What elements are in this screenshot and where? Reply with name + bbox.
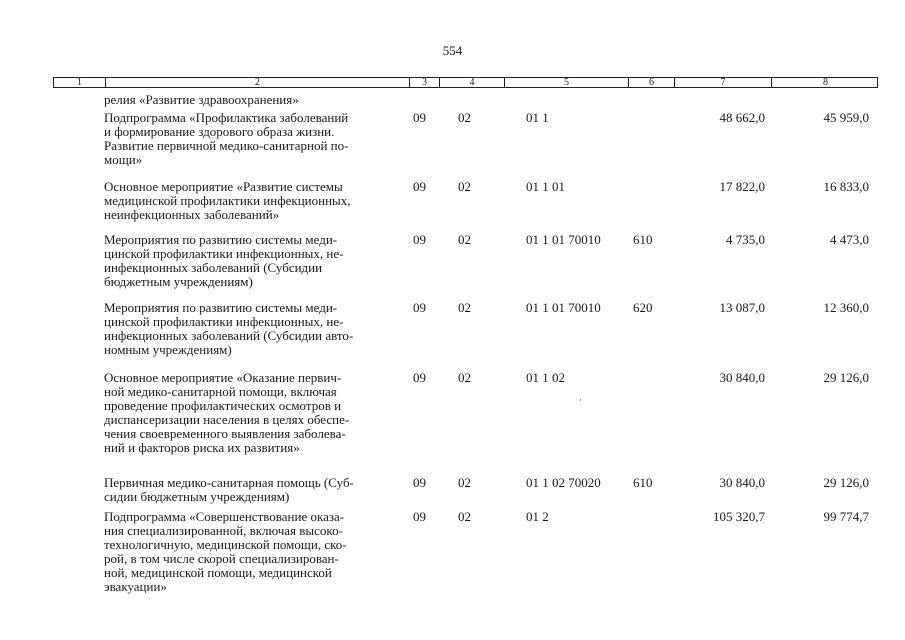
cell-amount-2: 12 360,0 [823, 300, 869, 315]
header-col-8: 8 [771, 77, 879, 88]
header-col-4: 4 [439, 77, 504, 88]
scan-speck: · [579, 395, 582, 405]
cell-section: 09 [413, 110, 426, 125]
cell-section: 09 [413, 509, 426, 524]
cell-section: 09 [413, 370, 426, 385]
cell-subsection: 02 [458, 110, 471, 125]
row-name-line: Развитие первичной медико-санитарной по- [104, 138, 349, 153]
row-name-line: Основное мероприятие «Оказание первич- [104, 370, 342, 385]
cell-amount-1: 13 087,0 [719, 300, 765, 315]
header-col-1: 1 [77, 77, 82, 88]
row-name [104, 510, 404, 594]
row-name-line: Основное мероприятие «Развитие системы [104, 179, 343, 194]
cell-subsection: 02 [458, 179, 471, 194]
cell-section: 09 [413, 179, 426, 194]
cell-amount-2: 45 959,0 [823, 110, 869, 125]
cell-target-code: 01 1 01 70010 [526, 232, 601, 247]
cell-amount-2: 16 833,0 [823, 179, 869, 194]
row-name [104, 371, 404, 455]
row-name-line: Мероприятия по развитию системы меди- [104, 300, 338, 315]
row-name-line: сидии бюджетным учреждениям) [104, 489, 290, 504]
cell-amount-2: 99 774,7 [823, 509, 869, 524]
cell-subsection: 02 [458, 475, 471, 490]
row-name-line: мощи» [104, 152, 143, 167]
cell-subsection: 02 [458, 370, 471, 385]
cell-target-code: 01 1 [526, 110, 549, 125]
cell-amount-1: 30 840,0 [719, 370, 765, 385]
row-name [104, 180, 404, 222]
row-name-line: ной медико-санитарной помощи, включая [104, 384, 337, 399]
row-name-line: релия «Развитие здравоохранения» [104, 92, 299, 107]
header-col-6: 6 [628, 77, 674, 88]
row-name-line: проведение профилактических осмотров и [104, 398, 342, 413]
cell-subsection: 02 [458, 509, 471, 524]
header-col-2: 2 [105, 77, 409, 88]
cell-expense-type: 610 [633, 475, 653, 490]
cell-target-code: 01 1 02 [526, 370, 565, 385]
row-name-line: рой, в том числе скорой специализирован- [104, 551, 339, 566]
cell-amount-1: 4 735,0 [726, 232, 765, 247]
cell-amount-1: 17 822,0 [719, 179, 765, 194]
row-name-line: диспансеризации населения в целях обеспе- [104, 412, 350, 427]
row-name-line: номным учреждениям) [104, 342, 232, 357]
row-name [104, 233, 404, 289]
row-name-line: и формирование здорового образа жизни. [104, 124, 335, 139]
cell-expense-type: 610 [633, 232, 653, 247]
cell-target-code: 01 1 02 70020 [526, 475, 601, 490]
cell-amount-1: 30 840,0 [719, 475, 765, 490]
row-name-line: ной, медицинской помощи, медицинской [104, 565, 332, 580]
row-name [104, 111, 404, 167]
cell-subsection: 02 [458, 232, 471, 247]
cell-target-code: 01 2 [526, 509, 549, 524]
header-col-3: 3 [409, 77, 439, 88]
row-name-line: медицинской профилактики инфекционных, [104, 193, 351, 208]
row-name-line: технологичную, медицинской помощи, ско- [104, 537, 347, 552]
cell-amount-2: 4 473,0 [830, 232, 869, 247]
row-name [104, 301, 404, 357]
cell-amount-1: 48 662,0 [719, 110, 765, 125]
cell-subsection: 02 [458, 300, 471, 315]
row-name-line: Первичная медико-санитарная помощь (Суб- [104, 475, 354, 490]
row-name-line: Подпрограмма «Совершенствование оказа- [104, 509, 345, 524]
row-name-line: Мероприятия по развитию системы меди- [104, 232, 338, 247]
row-name [104, 93, 404, 107]
cell-section: 09 [413, 475, 426, 490]
cell-expense-type: 620 [633, 300, 653, 315]
row-name [104, 476, 404, 504]
cell-target-code: 01 1 01 70010 [526, 300, 601, 315]
row-name-line: ния специализированной, включая высоко- [104, 523, 343, 538]
row-name-line: неинфекционных заболеваний» [104, 207, 280, 222]
row-name-line: чения своевременного выявления заболева- [104, 426, 346, 441]
header-col-7: 7 [674, 77, 771, 88]
cell-amount-2: 29 126,0 [823, 370, 869, 385]
row-name-line: бюджетным учреждениям) [104, 274, 253, 289]
header-col-5: 5 [504, 77, 628, 88]
cell-amount-2: 29 126,0 [823, 475, 869, 490]
page-number: 554 [442, 43, 463, 58]
cell-target-code: 01 1 01 [526, 179, 565, 194]
row-name-line: ний и факторов риска их развития» [104, 440, 300, 455]
row-name-line: Подпрограмма «Профилактика заболеваний [104, 110, 349, 125]
row-name-line: инфекционных заболеваний (Субсидии [104, 260, 323, 275]
row-name-line: эвакуации» [104, 579, 167, 594]
row-name-line: инфекционных заболеваний (Субсидии авто- [104, 328, 354, 343]
cell-section: 09 [413, 300, 426, 315]
row-name-line: цинской профилактики инфекционных, не- [104, 314, 344, 329]
cell-section: 09 [413, 232, 426, 247]
row-name-line: цинской профилактики инфекционных, не- [104, 246, 344, 261]
cell-amount-1: 105 320,7 [713, 509, 765, 524]
